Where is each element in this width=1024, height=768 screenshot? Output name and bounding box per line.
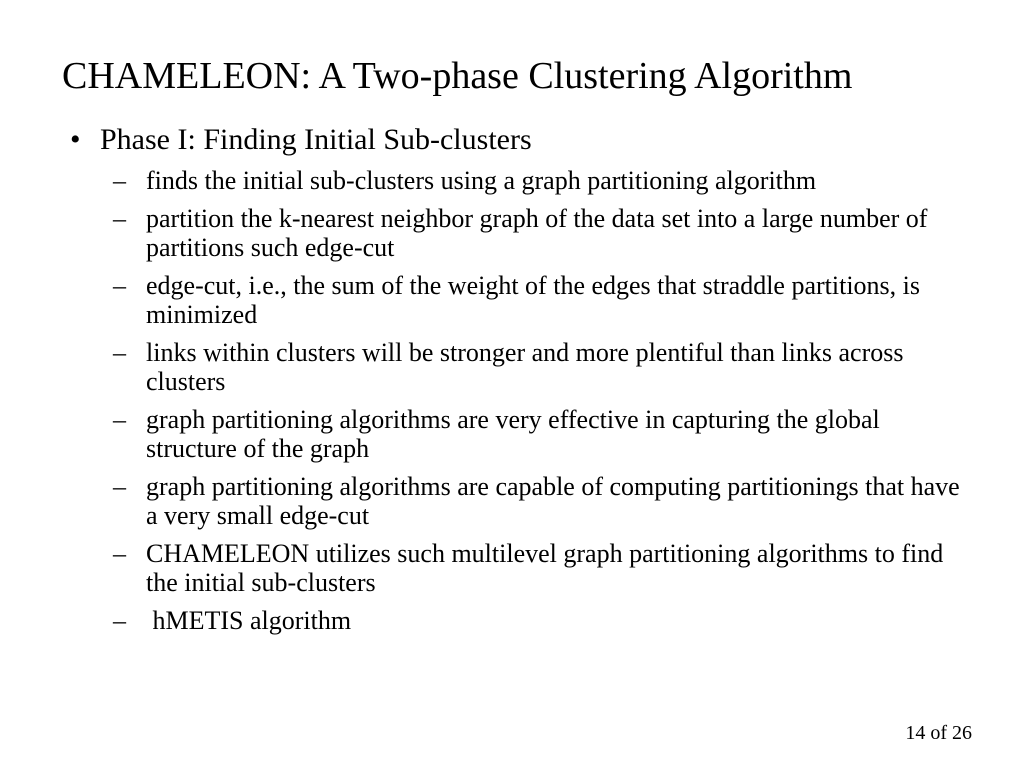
bullet-marker: • bbox=[70, 123, 81, 156]
bullet-phase-one bbox=[70, 120, 532, 160]
sub-bullet-item bbox=[113, 539, 973, 597]
slide-title: CHAMELEON: A Two-phase Clustering Algorithm bbox=[62, 55, 853, 97]
dash-marker: – bbox=[113, 405, 126, 434]
sub-bullet-text: graph partitioning algorithms are very effective in capturing the global structure of the graph bbox=[146, 405, 880, 463]
sub-bullet-text: edge-cut, i.e., the sum of the weight of the edges that straddle partitions, is minimized bbox=[146, 271, 921, 329]
sub-bullet-item bbox=[113, 271, 973, 329]
sub-bullet-item bbox=[113, 338, 973, 396]
dash-marker: – bbox=[113, 606, 126, 635]
dash-marker: – bbox=[113, 166, 126, 195]
sub-bullet-text: graph partitioning algorithms are capable of computing partitionings that have a very small edge-cut bbox=[146, 472, 960, 530]
sub-bullet-text: finds the initial sub-clusters using a graph partitioning algorithm bbox=[146, 166, 817, 195]
sub-bullet-item bbox=[113, 472, 973, 530]
sub-bullet-item bbox=[113, 405, 973, 463]
dash-marker: – bbox=[113, 271, 126, 300]
page-number: 14 of 26 bbox=[905, 722, 972, 744]
dash-marker: – bbox=[113, 539, 126, 568]
bullet-text: Phase I: Finding Initial Sub-clusters bbox=[100, 123, 532, 156]
sub-bullet-item bbox=[113, 166, 973, 195]
dash-marker: – bbox=[113, 472, 126, 501]
sub-bullet-item bbox=[113, 606, 973, 635]
sub-bullet-list bbox=[113, 166, 973, 644]
sub-bullet-text: partition the k-nearest neighbor graph of the data set into a large number of partitions such edge-cut bbox=[146, 204, 928, 262]
sub-bullet-text: links within clusters will be stronger and more plentiful than links across clusters bbox=[146, 338, 904, 396]
sub-bullet-item bbox=[113, 204, 973, 262]
dash-marker: – bbox=[113, 338, 126, 367]
sub-bullet-text: hMETIS algorithm bbox=[146, 606, 352, 635]
dash-marker: – bbox=[113, 204, 126, 233]
sub-bullet-text: CHAMELEON utilizes such multilevel graph partitioning algorithms to find the initial sub-clusters bbox=[146, 539, 944, 597]
